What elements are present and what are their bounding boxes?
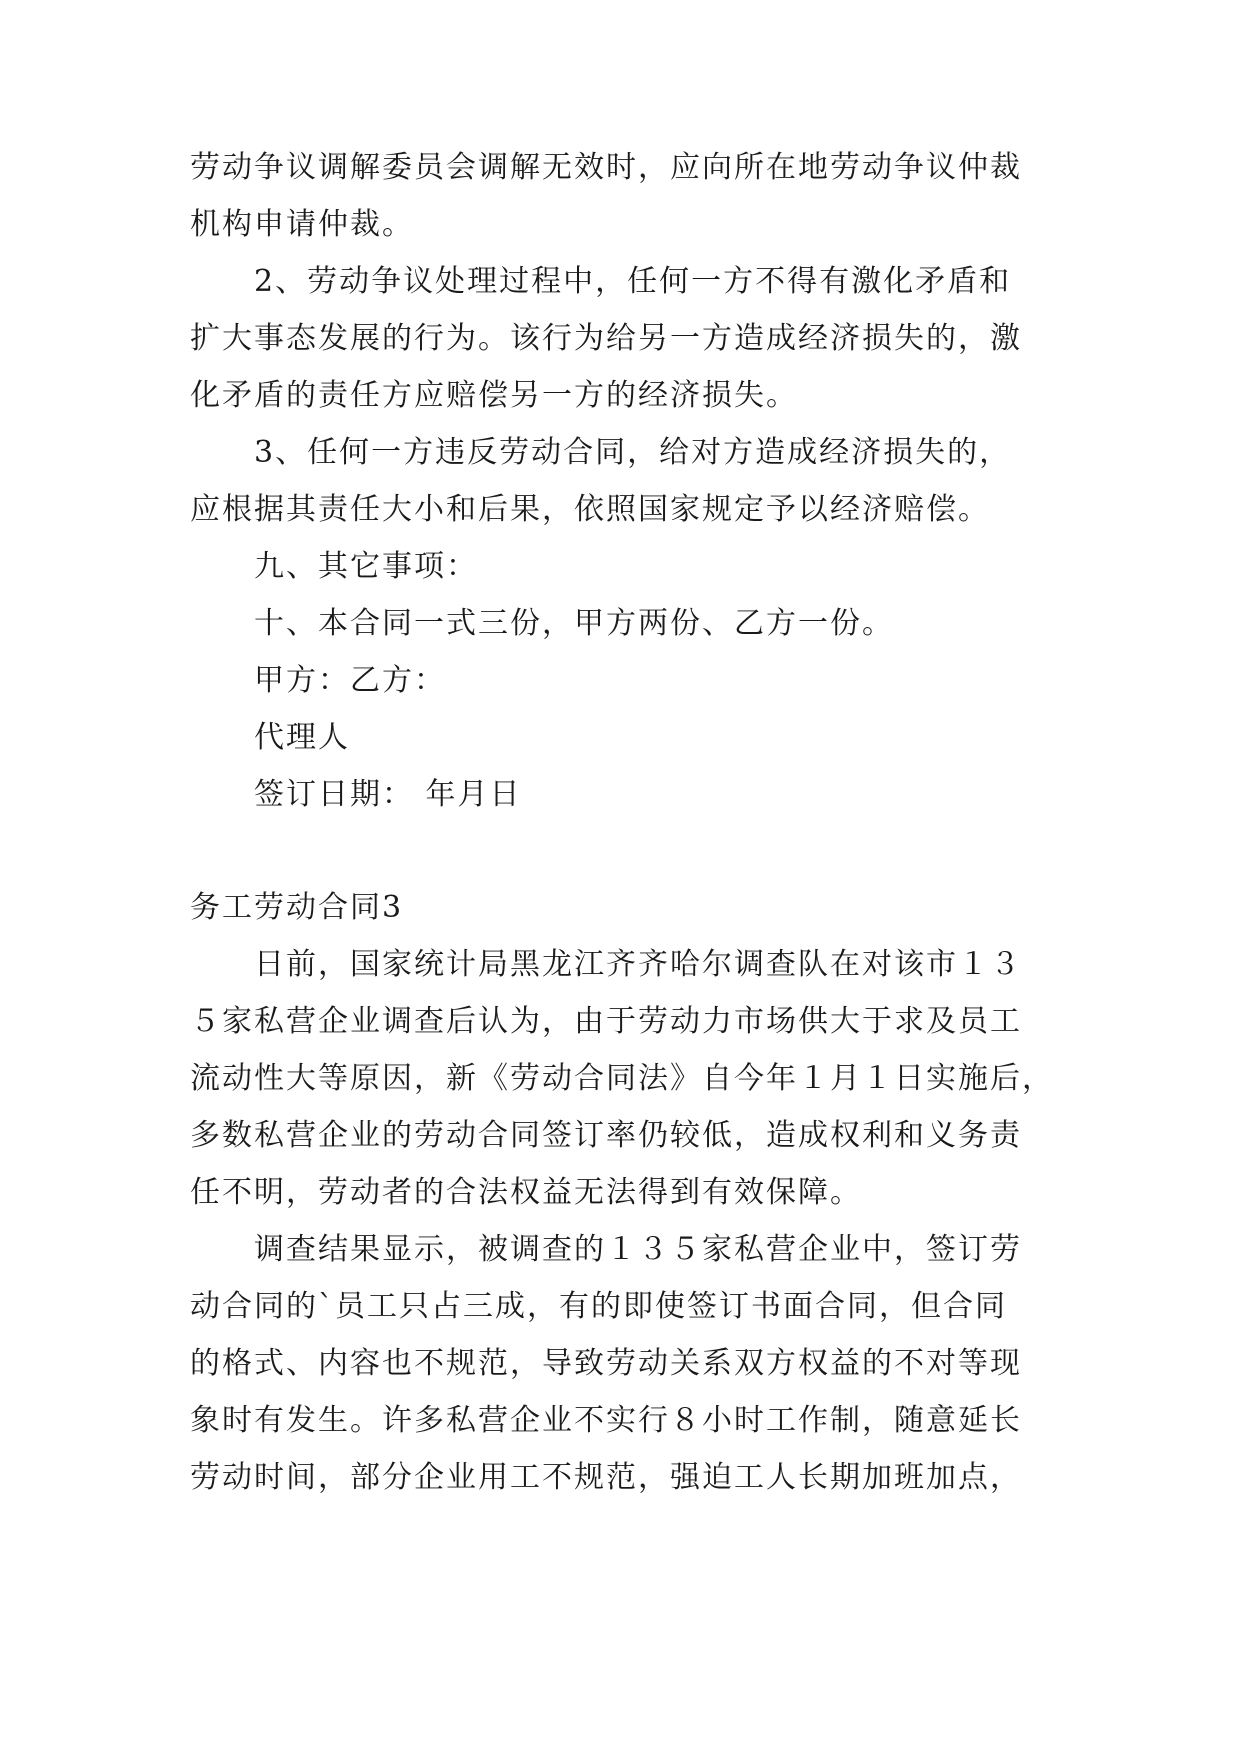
text-line: ５家私营企业调查后认为，由于劳动力市场供大于求及员工 [190, 1004, 1022, 1039]
text-line: 流动性大等原因，新《劳动合同法》自今年１月１日实施后， [190, 1061, 1054, 1096]
text-line: 调查结果显示，被调查的１３５家私营企业中，签订劳 [254, 1232, 1022, 1267]
section-heading: 务工劳动合同3 [190, 890, 404, 925]
text-line: 2、劳动争议处理过程中，任何一方不得有激化矛盾和 [254, 264, 1012, 299]
text-line: 签订日期： 年月日 [254, 777, 522, 812]
text-line: 劳动时间，部分企业用工不规范，强迫工人长期加班加点， [190, 1460, 1022, 1495]
text-line: 机构申请仲裁。 [190, 207, 414, 242]
text-line: 的格式、内容也不规范，导致劳动关系双方权益的不对等现 [190, 1346, 1022, 1381]
text-line: 九、其它事项： [254, 549, 478, 584]
text-line: 化矛盾的责任方应赔偿另一方的经济损失。 [190, 378, 798, 413]
text-line: 象时有发生。许多私营企业不实行８小时工作制，随意延长 [190, 1403, 1022, 1438]
text-line: 扩大事态发展的行为。该行为给另一方造成经济损失的，激 [190, 321, 1022, 356]
text-line: 代理人 [254, 720, 350, 755]
text-line: 应根据其责任大小和后果，依照国家规定予以经济赔偿。 [190, 492, 990, 527]
text-line: 任不明，劳动者的合法权益无法得到有效保障。 [190, 1175, 862, 1210]
text-line: 日前，国家统计局黑龙江齐齐哈尔调查队在对该市１３ [254, 947, 1022, 982]
text-line: 动合同的`员工只占三成，有的即使签订书面合同，但合同 [190, 1289, 1007, 1324]
text-line: 十、本合同一式三份，甲方两份、乙方一份。 [254, 606, 894, 641]
text-line: 3、任何一方违反劳动合同，给对方造成经济损失的， [254, 435, 1012, 470]
text-line: 多数私营企业的劳动合同签订率仍较低，造成权利和义务责 [190, 1118, 1022, 1153]
text-line: 劳动争议调解委员会调解无效时，应向所在地劳动争议仲裁 [190, 150, 1022, 185]
text-line: 甲方：乙方： [254, 663, 446, 698]
